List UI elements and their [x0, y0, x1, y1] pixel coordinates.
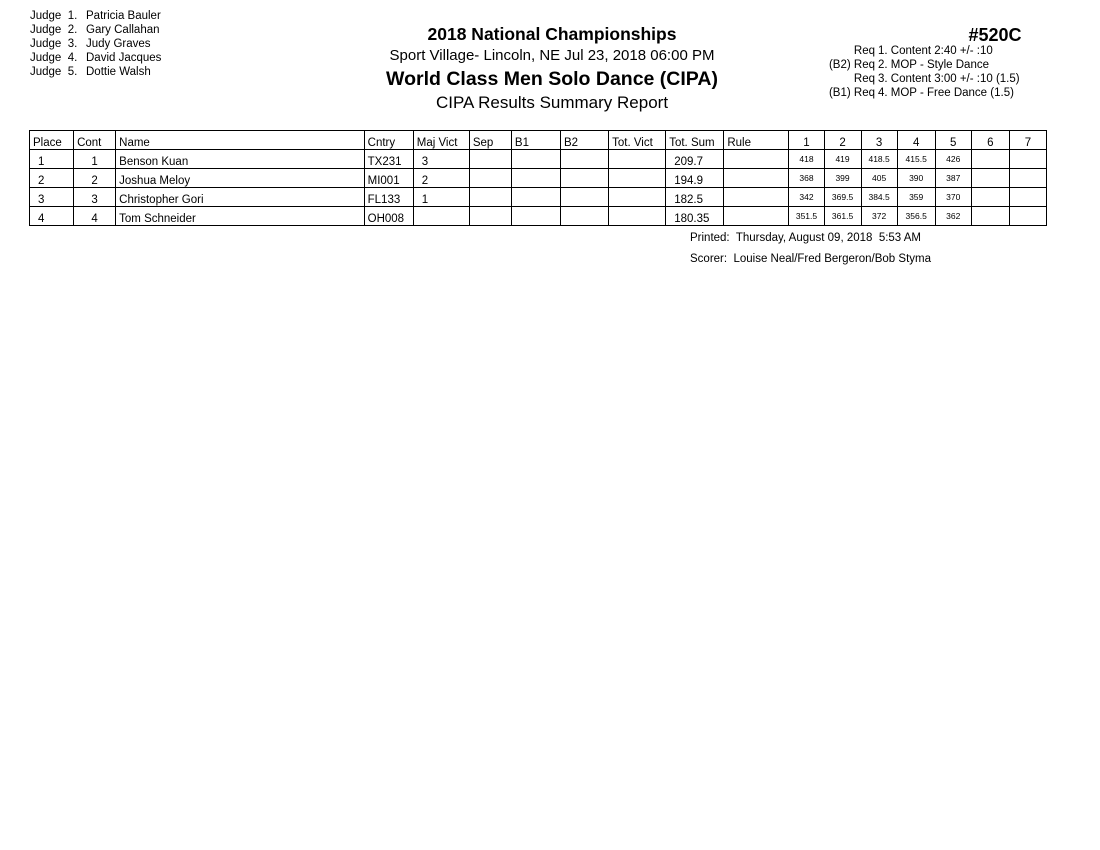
judge-name: Gary Callahan	[86, 24, 160, 36]
requirement-text: 4. MOP - Free Dance (1.5)	[878, 87, 1014, 99]
judge-row	[30, 37, 161, 51]
requirement-row	[820, 44, 1060, 58]
column-header-judge-3: 3	[861, 131, 897, 150]
column-header-sep: Sep	[469, 131, 511, 150]
cont-cell: 1	[74, 150, 116, 169]
judge-list	[30, 9, 161, 79]
sep-cell	[469, 188, 511, 207]
column-header-judge-5: 5	[935, 131, 971, 150]
judge-label: Judge 4.	[30, 52, 78, 64]
requirement-row	[820, 86, 1060, 100]
b1-cell	[511, 169, 560, 188]
requirement-text: 1. Content 2:40 +/- :10	[878, 45, 993, 57]
venue-date: Sport Village- Lincoln, NE Jul 23, 2018 06:00 PM	[389, 47, 715, 64]
maj-vict-cell: 1	[413, 188, 469, 207]
cont-cell: 2	[74, 169, 116, 188]
judge-2-score: 399	[824, 169, 861, 188]
judge-label: Judge 3.	[30, 38, 78, 50]
cntry-cell: MI001	[364, 169, 413, 188]
sep-cell	[469, 207, 511, 226]
judge-3-score: 418.5	[861, 150, 897, 169]
column-header-b1: B1	[511, 131, 560, 150]
cont-cell: 3	[74, 188, 116, 207]
tot-sum-cell: 180.35	[666, 207, 724, 226]
column-header-cntry: Cntry	[364, 131, 413, 150]
scorer-line	[690, 252, 931, 273]
printed-line	[690, 231, 931, 252]
tot-vict-cell	[609, 150, 666, 169]
b1-cell	[511, 207, 560, 226]
judge-label: Judge 2.	[30, 24, 78, 36]
judge-7-score	[1009, 207, 1046, 226]
rule-cell	[724, 188, 789, 207]
column-header-judge-1: 1	[789, 131, 824, 150]
b1-cell	[511, 188, 560, 207]
judge-label: Judge 5.	[30, 66, 78, 78]
sep-cell	[469, 150, 511, 169]
requirement-text: 2. MOP - Style Dance	[878, 59, 989, 71]
report-title: CIPA Results Summary Report	[435, 93, 669, 112]
judge-6-score	[971, 150, 1009, 169]
place-cell: 1	[30, 150, 74, 169]
tot-vict-cell	[609, 207, 666, 226]
scorer-label: Scorer:	[690, 253, 734, 265]
cntry-cell: OH008	[364, 207, 413, 226]
event-name: World Class Men Solo Dance (CIPA)	[386, 68, 718, 90]
judge-7-score	[1009, 150, 1046, 169]
judge-5-score: 387	[935, 169, 971, 188]
judge-name: Judy Graves	[86, 38, 151, 50]
column-header-rule: Rule	[724, 131, 789, 150]
judge-6-score	[971, 207, 1009, 226]
judge-5-score: 362	[935, 207, 971, 226]
table-row	[30, 207, 1047, 226]
column-header-b2: B2	[561, 131, 609, 150]
requirement-row	[820, 58, 1060, 72]
tot-vict-cell	[609, 188, 666, 207]
requirement-prefix: (B1) Req	[828, 87, 875, 99]
judge-6-score	[971, 169, 1009, 188]
b2-cell	[561, 207, 609, 226]
judge-1-score: 368	[789, 169, 824, 188]
judge-4-score: 415.5	[897, 150, 935, 169]
judge-3-score: 405	[861, 169, 897, 188]
requirements-list	[820, 44, 1060, 100]
judge-7-score	[1009, 188, 1046, 207]
results-table	[29, 130, 1047, 226]
column-header-name: Name	[116, 131, 364, 150]
report-footer	[690, 231, 931, 273]
judge-6-score	[971, 188, 1009, 207]
judge-name: Dottie Walsh	[86, 66, 151, 78]
b1-cell	[511, 150, 560, 169]
b2-cell	[561, 150, 609, 169]
name-cell: Tom Schneider	[116, 207, 364, 226]
b2-cell	[561, 169, 609, 188]
table-header-row	[30, 131, 1047, 150]
judge-1-score: 351.5	[789, 207, 824, 226]
judge-3-score: 384.5	[861, 188, 897, 207]
judge-3-score: 372	[861, 207, 897, 226]
judge-5-score: 426	[935, 150, 971, 169]
column-header-cont: Cont	[74, 131, 116, 150]
place-cell: 4	[30, 207, 74, 226]
place-cell: 2	[30, 169, 74, 188]
column-header-tot-sum: Tot. Sum	[666, 131, 724, 150]
judge-row	[30, 9, 161, 23]
maj-vict-cell	[413, 207, 469, 226]
column-header-judge-4: 4	[897, 131, 935, 150]
cont-cell: 4	[74, 207, 116, 226]
table-row	[30, 150, 1047, 169]
judge-4-score: 356.5	[897, 207, 935, 226]
requirement-row	[820, 72, 1060, 86]
column-header-judge-6: 6	[971, 131, 1009, 150]
rule-cell	[724, 169, 789, 188]
place-cell: 3	[30, 188, 74, 207]
column-header-maj-vict: Maj Vict	[413, 131, 469, 150]
sep-cell	[469, 169, 511, 188]
tot-vict-cell	[609, 169, 666, 188]
judge-row	[30, 65, 161, 79]
requirement-prefix: (B2) Req	[828, 59, 875, 71]
column-header-judge-7: 7	[1009, 131, 1046, 150]
requirement-prefix: Req	[853, 73, 875, 85]
table-row	[30, 188, 1047, 207]
rule-cell	[724, 150, 789, 169]
tot-sum-cell: 194.9	[666, 169, 724, 188]
cntry-cell: TX231	[364, 150, 413, 169]
judge-4-score: 359	[897, 188, 935, 207]
rule-cell	[724, 207, 789, 226]
judge-1-score: 418	[789, 150, 824, 169]
requirement-prefix: Req	[853, 45, 875, 57]
judge-name: David Jacques	[86, 52, 162, 64]
maj-vict-cell: 2	[413, 169, 469, 188]
judge-2-score: 361.5	[824, 207, 861, 226]
printed-date: Thursday, August 09, 2018 5:53 AM	[735, 232, 922, 244]
judge-name: Patricia Bauler	[86, 10, 161, 22]
judge-5-score: 370	[935, 188, 971, 207]
table-row	[30, 169, 1047, 188]
event-number: #520C	[968, 25, 1022, 45]
judge-1-score: 342	[789, 188, 824, 207]
judge-4-score: 390	[897, 169, 935, 188]
tot-sum-cell: 209.7	[666, 150, 724, 169]
column-header-tot-vict: Tot. Vict	[609, 131, 666, 150]
requirement-text: 3. Content 3:00 +/- :10 (1.5)	[878, 73, 1020, 85]
column-header-judge-2: 2	[824, 131, 861, 150]
judge-2-score: 369.5	[824, 188, 861, 207]
judge-7-score	[1009, 169, 1046, 188]
report-header	[330, 24, 774, 114]
name-cell: Joshua Meloy	[116, 169, 364, 188]
scorer-names: Louise Neal/Fred Bergeron/Bob Styma	[733, 253, 931, 265]
name-cell: Christopher Gori	[116, 188, 364, 207]
column-header-place: Place	[30, 131, 74, 150]
name-cell: Benson Kuan	[116, 150, 364, 169]
judge-2-score: 419	[824, 150, 861, 169]
competition-title: 2018 National Championships	[427, 24, 677, 44]
tot-sum-cell: 182.5	[666, 188, 724, 207]
judge-row	[30, 51, 161, 65]
printed-label: Printed:	[690, 232, 736, 244]
b2-cell	[561, 188, 609, 207]
judge-label: Judge 1.	[30, 10, 78, 22]
cntry-cell: FL133	[364, 188, 413, 207]
judge-row	[30, 23, 161, 37]
maj-vict-cell: 3	[413, 150, 469, 169]
